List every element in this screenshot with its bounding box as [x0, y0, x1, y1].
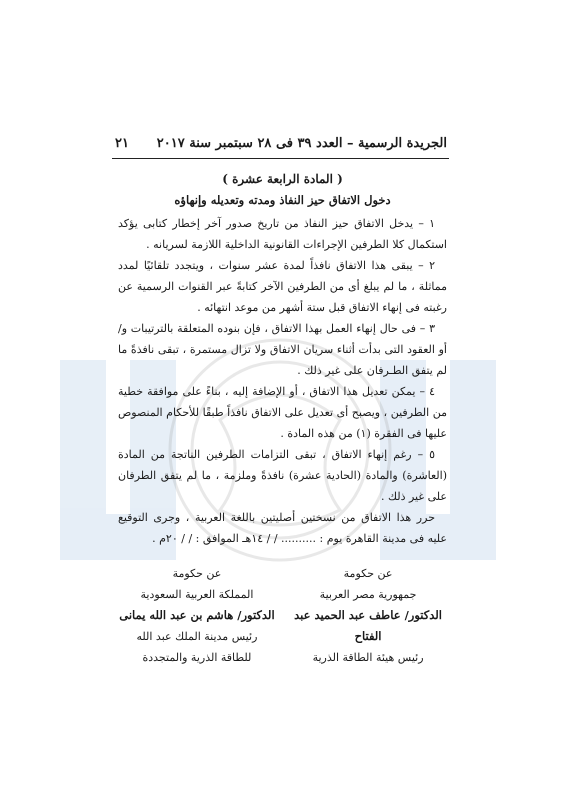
signatory-position: رئيس هيئة الطاقة الذرية [312, 651, 424, 664]
signature-egypt [289, 563, 447, 668]
country-name: المملكة العربية السعودية [140, 588, 254, 601]
signatory-name: الدكتور/ عاطف عبد الحميد عبد الفتاح [294, 608, 442, 643]
page-number: ٢١ [115, 136, 129, 151]
signatory-name: الدكتور/ هاشم بن عبد الله يمانى [119, 608, 275, 622]
article-paragraph: ٢ – يبقى هذا الاتفاق نافذاً لمدة عشر سنوات ، ويتجدد تلقائيًا لمدد مماثلة ، ما لم يبلغ أى من الطرفين الآخر كتابةً عبر القنوات الرسمية عن رغبته فى إنهاء الاتفاق قبل ستة أشهر من موعد انتهائه . [118, 259, 447, 314]
article-paragraph: ٥ – رغم إنهاء الاتفاق ، تبقى التزامات الطرفين الناتجة من المادة (العاشرة) والمادة (الحادية عشرة) نافذةً وملزمة ، ما لم يتفق الطرفان على غير ذلك . [118, 448, 447, 503]
signing-statement: حرر هذا الاتفاق من نسختين أصليتين باللغة العربية ، وجرى التوقيع عليه فى مدينة القاهرة يوم : .......... / / ١٤هـ الموافق : / / ٢٠م . [118, 511, 447, 545]
article-body [118, 165, 447, 549]
signature-saudi [118, 563, 276, 668]
header-divider [112, 158, 449, 159]
article-paragraph: ١ – يدخل الاتفاق حيز النفاذ من تاريخ صدور آخر إخطار كتابى يؤكد استكمال كلا الطرفين الإجراءات القانونية الداخلية اللازمة لسريانه . [118, 217, 447, 251]
signature-block [118, 563, 447, 668]
article-title: ( المادة الرابعة عشرة ) [222, 172, 343, 186]
on-behalf-label: عن حكومة [343, 567, 393, 580]
country-name: جمهورية مصر العربية [319, 588, 417, 601]
page-header [115, 136, 447, 156]
article-paragraph: ٤ – يمكن تعديل هذا الاتفاق ، أو الإضافة إليه ، بناءً على موافقة خطية من الطرفين ، ويصبح أى تعديل على الاتفاق نافذاً طبقًا للأحكام المنصوص عليها فى الفقرة (١) من هذه المادة . [118, 385, 447, 440]
signatory-position-line2: للطاقة الذرية والمتجددة [142, 651, 252, 664]
article-subtitle: دخول الاتفاق حيز النفاذ ومدته وتعديله وإنهاؤه [174, 193, 391, 207]
signatory-position: رئيس مدينة الملك عبد الله [136, 630, 258, 643]
article-paragraph: ٣ – فى حال إنهاء العمل بهذا الاتفاق ، فإن بنوده المتعلقة بالترتيبات و/أو العقود التى بدأت أثناء سريان الاتفاق ولا تزال مستمرة ، تبقى نافذةً ما لم يتفق الطـرفان على غير ذلك . [118, 322, 447, 377]
on-behalf-label: عن حكومة [172, 567, 222, 580]
journal-title: الجريدة الرسمية – العدد ٣٩ فى ٢٨ سبتمبر سنة ٢٠١٧ [156, 136, 447, 151]
